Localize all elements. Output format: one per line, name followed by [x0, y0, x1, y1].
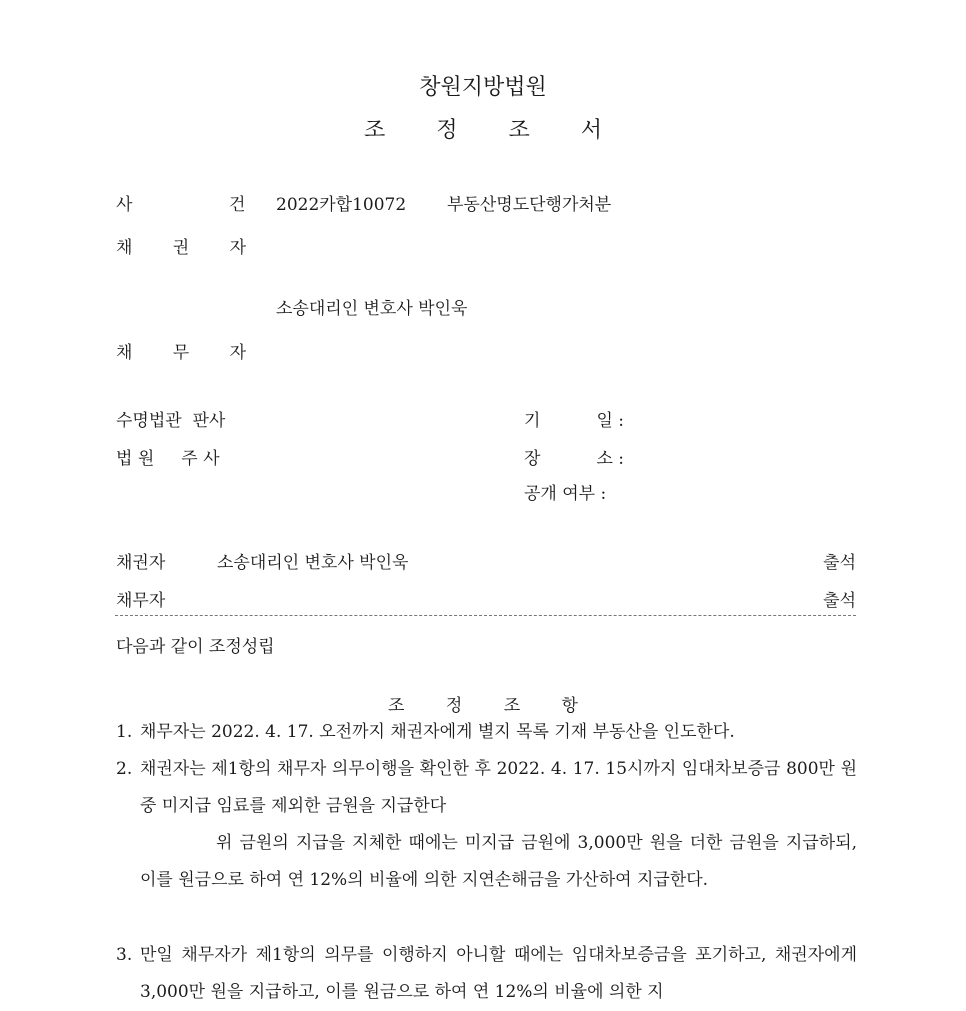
creditor-label: 채 권 자 — [116, 238, 246, 258]
attendance-agent: 소송대리인 변호사 박인욱 — [217, 553, 409, 573]
term-number: 2. — [116, 759, 133, 779]
terms-title: 조 정 조 항 — [388, 696, 596, 716]
attendance-status: 출석 — [823, 591, 856, 611]
public-label: 공개 여부 : — [524, 484, 607, 504]
term-text: 채무자는 2022. 4. 17. 오전까지 채권자에게 별지 목록 기재 부동산을 인도한다. — [140, 722, 735, 742]
case-label-2: 건 — [229, 195, 246, 215]
case-label-1: 사 — [116, 195, 133, 215]
attendance-party: 채무자 — [116, 591, 166, 611]
intro-text: 다음과 같이 조정성립 — [116, 637, 275, 657]
term-2 — [116, 751, 857, 899]
term-number: 1. — [116, 722, 133, 742]
case-name: 부동산명도단행가처분 — [447, 195, 612, 215]
term-1 — [116, 714, 857, 751]
debtor-label: 채 무 자 — [116, 343, 246, 363]
case-number: 2022카합10072 — [276, 195, 407, 215]
clerk-label: 법 원 주 사 — [116, 449, 220, 469]
attendance-party: 채권자 — [116, 553, 166, 573]
divider — [115, 615, 856, 616]
date-label: 기 일 : — [524, 411, 624, 431]
court-name: 창원지방법원 — [419, 75, 547, 100]
creditor-agent: 소송대리인 변호사 박인욱 — [276, 299, 468, 319]
term-sub-text: 위 금원의 지급을 지체한 때에는 미지급 금원에 3,000만 원을 더한 금원을 지급하되, 이를 원금으로 하여 연 12%의 비율에 의한 지연손해금을 가산하여 지급한다. — [140, 833, 857, 890]
term-number: 3. — [116, 945, 133, 965]
place-label: 장 소 : — [524, 449, 624, 469]
term-text: 만일 채무자가 제1항의 의무를 이행하지 아니할 때에는 임대차보증금을 포기하고, 채권자에게 3,000만 원을 지급하고, 이를 원금으로 하여 연 12%의 비율에 의한 지 — [140, 945, 857, 1002]
document-title: 조 정 조 서 — [364, 118, 624, 143]
term-3 — [116, 937, 857, 1011]
attendance-status: 출석 — [823, 553, 856, 573]
judge-label: 수명법관 판사 — [116, 411, 226, 431]
term-text: 채권자는 제1항의 채무자 의무이행을 확인한 후 2022. 4. 17. 15시까지 임대차보증금 800만 원 중 미지급 임료를 제외한 금원을 지급한다 — [140, 759, 857, 816]
